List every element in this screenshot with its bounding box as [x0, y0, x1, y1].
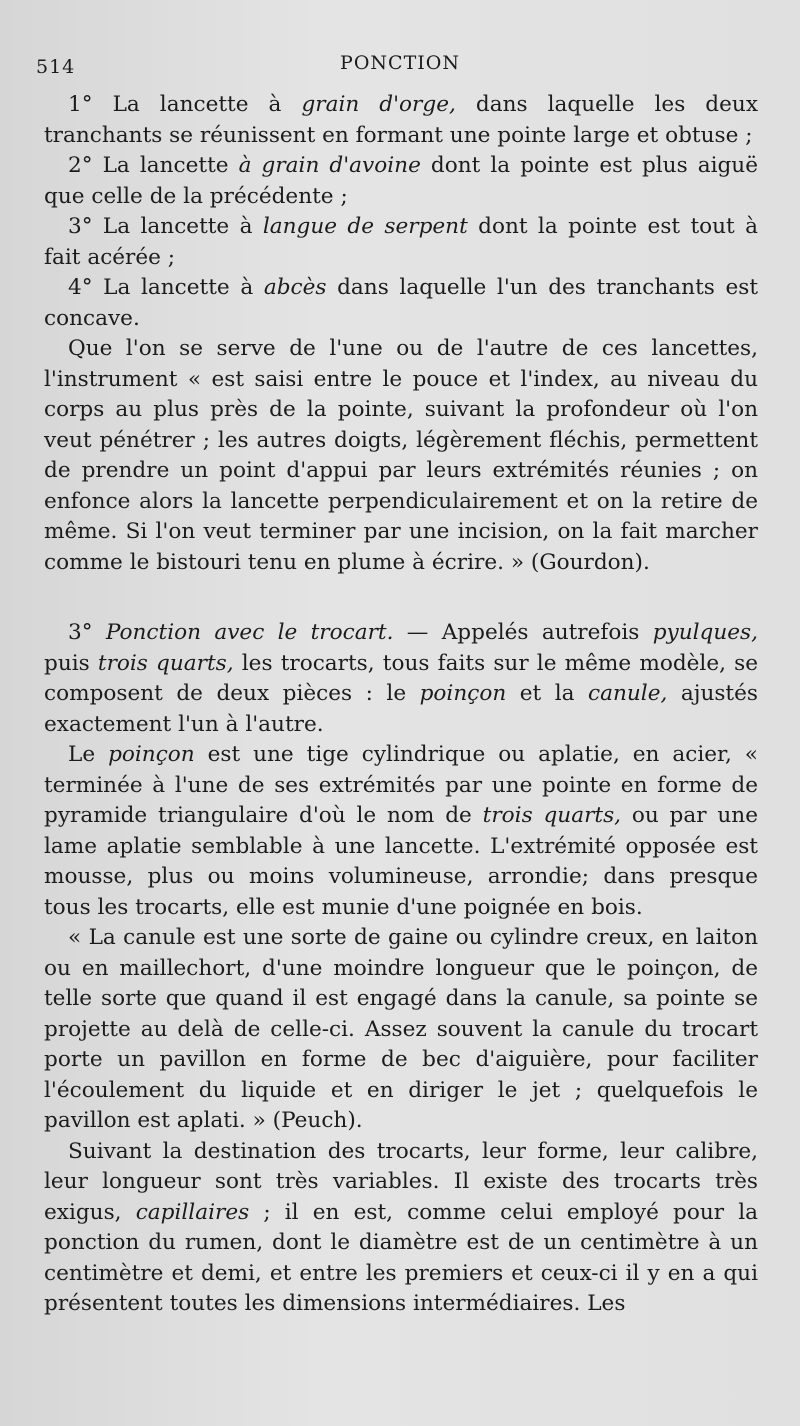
lancet-item-2: 2° La lancette à grain d'avoine dont la pointe est plus aiguë que celle de la précédente ; — [44, 153, 758, 209]
paragraph-dimensions: Suivant la destination des trocarts, leur forme, leur calibre, leur longueur sont très variables. Il existe des trocarts très exigus, capillaires ; il en est, comme celui employé pour la ponction du rumen, dont le diamètre est de un centimètre à un centimètre et demi, et entre les premiers et ceux-ci il y en a qui présentent toutes les dimensions intermédiaires. Les — [44, 1138, 758, 1316]
paragraph-canule: « La canule est une sorte de gaine ou cylindre creux, en laiton ou en maillechort, d'une moindre longueur que le poinçon, de telle sorte que quand il est engagé dans la canule, sa pointe se projette au delà de celle-ci. Assez souvent la canule du trocart porte un pavillon en forme de bec d'aiguière, pour faciliter l'écoulement du liquide et en diriger le jet ; quelquefois le pavillon est aplati. » (Peuch). — [44, 925, 758, 1133]
paragraph-poincon: Le poinçon est une tige cylindrique ou aplatie, en acier, « terminée à l'une de ses extrémités par une pointe en forme de pyramide triangulaire d'où le nom de trois quarts, ou par une lame aplatie semblable à une lancette. L'extrémité opposée est mousse, plus ou moins volumineuse, arrondie; dans presque tous les trocarts, elle est munie d'une poignée en bois. — [44, 742, 758, 920]
page-number: 514 — [36, 56, 76, 78]
lancet-item-3: 3° La lancette à langue de serpent dont la pointe est tout à fait acérée ; — [44, 214, 758, 270]
paragraph-usage: Que l'on se serve de l'une ou de l'autre de ces lancettes, l'instrument « est saisi entre le pouce et l'index, au niveau du corps au plus près de la pointe, suivant la profondeur où l'on veut pénétrer ; les autres doigts, légèrement fléchis, permettent de prendre un point d'appui par leurs extrémités réunies ; on enfonce alors la lancette perpendiculairement et on la retire de même. Si l'on veut terminer par une incision, on la fait marcher comme le bistouri tenu en plume à écrire. » (Gourdon). — [44, 336, 758, 575]
running-title: PONCTION — [340, 52, 460, 74]
page-header — [0, 52, 800, 82]
page-body — [44, 90, 758, 1320]
section-trocart: 3° Ponction avec le trocart. — Appelés autrefois pyulques, puis trois quarts, les trocarts, tous faits sur le même modèle, se composent de deux pièces : le poinçon et la canule, ajustés exactement l'un à l'autre. — [44, 620, 758, 737]
lancet-item-4: 4° La lancette à abcès dans laquelle l'un des tranchants est concave. — [44, 275, 759, 331]
lancet-item-1: 1° La lancette à grain d'orge, dans laquelle les deux tranchants se réunissent en formant une pointe large et obtuse ; — [44, 92, 758, 148]
section-title: Ponction avec le trocart. — [105, 620, 394, 645]
section-gap — [44, 578, 758, 618]
